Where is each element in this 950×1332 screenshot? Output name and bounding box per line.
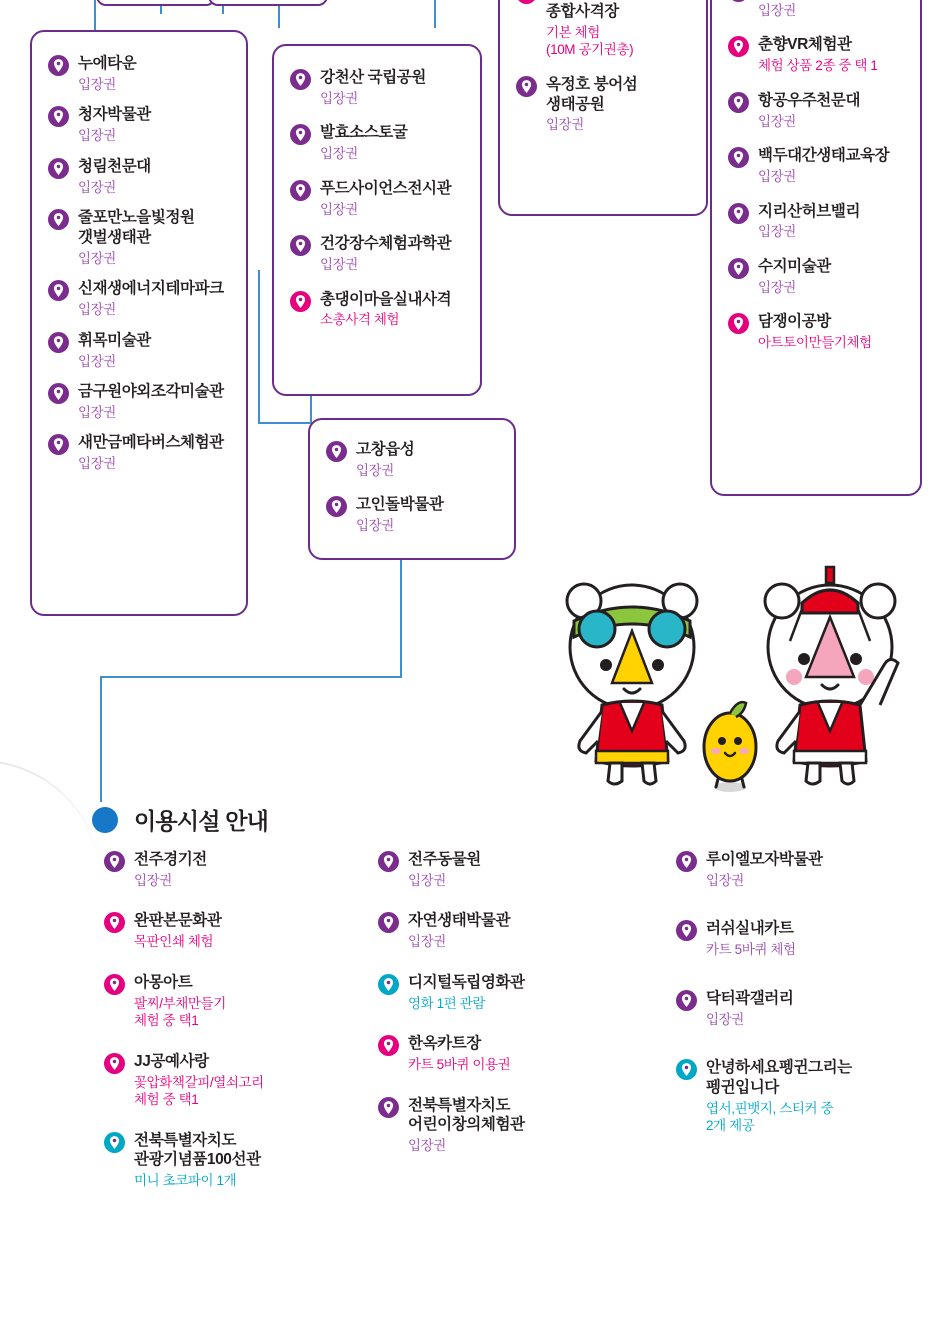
facility-name: 금구원야외조각미술관 xyxy=(78,383,224,401)
connector-line-mid-left xyxy=(258,422,312,424)
map-pin-icon xyxy=(728,147,749,168)
facility-item xyxy=(676,850,934,889)
map-pin-icon xyxy=(48,55,69,76)
section-bullet-icon xyxy=(92,807,118,833)
connector-line-mid-left-up xyxy=(258,270,260,424)
facility-list-right xyxy=(728,0,910,352)
facility-desc: 체험 상품 2종 중 택 1 xyxy=(758,58,878,74)
facility-desc: 입장권 xyxy=(356,462,394,478)
facility-name: 옥정호 붕어섬 생태공원 xyxy=(546,75,638,113)
facility-name: 디지털독립영화관 xyxy=(408,973,525,991)
facility-name: 전북특별자치도 어린이창의체험관 xyxy=(408,1096,525,1134)
map-pin-icon xyxy=(48,434,69,455)
facility-item xyxy=(104,1052,354,1109)
map-pin-icon xyxy=(728,0,749,2)
facility-item xyxy=(728,257,910,296)
facility-desc: 입장권 xyxy=(78,353,116,369)
facility-item xyxy=(290,68,468,107)
facility-item xyxy=(104,1131,354,1190)
facility-item xyxy=(326,440,502,479)
facility-name: 전북특별자치도 관광기념품100선관 xyxy=(134,1131,261,1169)
facility-item xyxy=(104,850,354,889)
facility-desc: 입장권 xyxy=(758,279,796,295)
facility-item xyxy=(516,0,694,59)
map-pin-icon xyxy=(290,291,311,312)
map-pin-icon xyxy=(104,1132,125,1153)
facility-desc: 입장권 xyxy=(78,250,116,266)
map-pin-icon xyxy=(48,383,69,404)
facility-box-center-top xyxy=(498,0,708,216)
facility-desc: 입장권 xyxy=(758,2,796,18)
facility-desc: 입장권 xyxy=(758,113,796,129)
facility-desc: 입장권 xyxy=(320,201,358,217)
map-pin-icon xyxy=(676,851,697,872)
facility-item xyxy=(48,157,232,196)
facility-name: 담쟁이공방 xyxy=(758,313,831,331)
facility-desc: 입장권 xyxy=(408,934,446,950)
facility-name: 아몽아트 xyxy=(134,973,193,991)
facility-desc: 미니 초코파이 1개 xyxy=(134,1173,237,1189)
connector-line-mid-vert xyxy=(310,396,312,424)
facility-desc: 입장권 xyxy=(78,404,116,420)
facility-desc: 카트 5바퀴 이용권 xyxy=(408,1056,511,1072)
facility-desc: 입장권 xyxy=(408,872,446,888)
facility-item xyxy=(728,35,910,74)
facility-desc: 입장권 xyxy=(320,256,358,272)
facility-item xyxy=(48,331,232,370)
map-pin-icon xyxy=(676,1059,697,1080)
map-pin-icon xyxy=(290,69,311,90)
map-pin-icon xyxy=(378,851,399,872)
decorative-curve xyxy=(0,760,100,1020)
facility-item xyxy=(728,0,910,19)
facility-desc: 입장권 xyxy=(78,76,116,92)
connector-stub-box-1 xyxy=(96,0,216,6)
map-pin-icon xyxy=(378,1035,399,1056)
facility-name: 새만금메타버스체험관 xyxy=(78,434,224,452)
facility-desc: 입장권 xyxy=(320,146,358,162)
connector-line-bottom-down xyxy=(100,676,102,802)
facility-desc: 입장권 xyxy=(320,90,358,106)
facility-item xyxy=(48,382,232,421)
facility-name: JJ공예사랑 xyxy=(134,1052,209,1070)
section-header xyxy=(92,803,268,836)
facility-name: 러쉬실내카트 xyxy=(706,920,794,938)
facility-name: 지리산허브밸리 xyxy=(758,202,861,220)
map-pin-icon xyxy=(290,235,311,256)
facility-list-middle xyxy=(290,68,468,329)
facility-desc: 입장권 xyxy=(546,117,584,133)
facility-name: 총댕이마을실내사격 xyxy=(320,290,452,308)
facility-item xyxy=(516,75,694,134)
map-pin-icon xyxy=(48,158,69,179)
facility-item xyxy=(378,973,628,1012)
facility-desc: 입장권 xyxy=(134,872,172,888)
map-pin-icon xyxy=(378,974,399,995)
facility-item xyxy=(48,54,232,93)
facility-desc: 입장권 xyxy=(78,179,116,195)
facility-desc: 팔찌/부채만들기 체험 중 택1 xyxy=(134,995,226,1029)
facility-desc: 입장권 xyxy=(78,128,116,144)
facility-list-col3 xyxy=(676,850,934,1165)
map-pin-icon xyxy=(326,496,347,517)
facility-name: 청자박물관 xyxy=(78,106,151,124)
facility-item xyxy=(676,989,934,1028)
facility-desc: 입장권 xyxy=(706,1011,744,1027)
facility-box-middle xyxy=(272,44,482,396)
facility-item xyxy=(378,850,628,889)
facility-item xyxy=(48,279,232,318)
facility-item xyxy=(290,290,468,329)
facility-name: 자연생태박물관 xyxy=(408,912,511,930)
facility-name: 전주동물원 xyxy=(408,851,481,868)
facility-desc: 아트토이만들기체험 xyxy=(758,335,872,351)
facility-item xyxy=(48,105,232,144)
facility-item xyxy=(290,179,468,218)
map-pin-icon xyxy=(728,203,749,224)
map-pin-icon xyxy=(48,209,69,230)
facility-item xyxy=(728,146,910,185)
facility-desc: 기본 체험 (10M 공기권총) xyxy=(546,24,634,58)
facility-name: 전주경기전 xyxy=(134,851,207,868)
map-pin-icon xyxy=(48,280,69,301)
facility-name: 한옥카트장 xyxy=(408,1035,481,1053)
facility-desc: 입장권 xyxy=(706,872,744,888)
facility-item xyxy=(728,202,910,241)
map-pin-icon xyxy=(728,36,749,57)
facility-item xyxy=(326,495,502,534)
map-pin-icon xyxy=(326,441,347,462)
facility-item xyxy=(728,91,910,130)
facility-item xyxy=(290,234,468,273)
map-pin-icon xyxy=(104,1053,125,1074)
facility-item xyxy=(676,1058,934,1135)
map-pin-icon xyxy=(48,332,69,353)
map-pin-icon xyxy=(676,920,697,941)
connector-line-top-1 xyxy=(94,0,96,30)
facility-name: 강천산 국립공원 xyxy=(320,69,426,86)
facility-item xyxy=(676,919,934,958)
facility-name: 누에타운 xyxy=(78,55,137,72)
map-pin-icon xyxy=(48,106,69,127)
facility-item xyxy=(290,123,468,162)
facility-desc: 엽서,핀뱃지, 스티커 중 2개 제공 xyxy=(706,1100,834,1134)
facility-name: 푸드사이언스전시관 xyxy=(320,179,452,197)
map-pin-icon xyxy=(104,851,125,872)
facility-name: 줄포만노을빛정원 갯벌생태관 xyxy=(78,209,195,246)
facility-item xyxy=(48,208,232,267)
facility-item xyxy=(728,312,910,351)
facility-desc: 소총사격 체험 xyxy=(320,312,400,328)
facility-name: 루이엘모자박물관 xyxy=(706,851,823,868)
facility-list-middle-lower xyxy=(326,440,502,535)
facility-name: 항공우주천문대 xyxy=(758,91,861,109)
facility-item xyxy=(104,973,354,1030)
facility-name: 휘목미술관 xyxy=(78,331,151,349)
map-pin-icon xyxy=(378,1097,399,1118)
connector-line-top-5 xyxy=(434,0,436,28)
facility-desc: 꽃압화책갈피/열쇠고리 체험 중 택1 xyxy=(134,1074,264,1108)
facility-name: 춘향VR체험관 xyxy=(758,36,852,54)
facility-name: 발효소스토굴 xyxy=(320,124,408,142)
facility-box-left xyxy=(30,30,248,616)
facility-desc: 입장권 xyxy=(356,518,394,534)
map-pin-icon xyxy=(290,124,311,145)
facility-desc: 입장권 xyxy=(758,224,796,240)
facility-item xyxy=(378,1034,628,1073)
facility-desc: 목판인쇄 체험 xyxy=(134,934,214,950)
facility-name: 고창읍성 xyxy=(356,441,415,458)
facility-list-col1 xyxy=(104,850,354,1212)
facility-desc: 입장권 xyxy=(758,168,796,184)
facility-name: 안녕하세요펭귄그리는 펭귄입니다 xyxy=(706,1059,852,1096)
facility-box-middle-lower xyxy=(308,418,516,560)
facility-item xyxy=(378,1096,628,1155)
map-pin-icon xyxy=(676,990,697,1011)
facility-list-col2 xyxy=(378,850,628,1177)
facility-name: 청림천문대 xyxy=(78,157,151,175)
facility-box-right xyxy=(710,0,922,496)
facility-item xyxy=(378,911,628,950)
facility-name: 고인돌박물관 xyxy=(356,496,444,514)
facility-item xyxy=(48,433,232,472)
facility-name: 완판본문화관 xyxy=(134,912,222,930)
facility-name: 신재생에너지테마파크 xyxy=(78,280,224,298)
map-pin-icon xyxy=(290,180,311,201)
facility-list-center-top xyxy=(516,0,694,134)
map-pin-icon xyxy=(728,313,749,334)
facility-name: 수지미술관 xyxy=(758,257,831,275)
map-pin-icon xyxy=(378,912,399,933)
map-pin-icon xyxy=(728,92,749,113)
facility-name: 닥터곽갤러리 xyxy=(706,989,794,1007)
facility-item xyxy=(104,911,354,950)
connector-stub-box-2 xyxy=(208,0,328,6)
mascot-illustration xyxy=(540,555,920,805)
connector-line-bottom-horiz xyxy=(100,676,402,678)
facility-desc: 입장권 xyxy=(78,456,116,472)
map-pin-icon xyxy=(104,912,125,933)
facility-name: 백두대간생태교육장 xyxy=(758,147,890,165)
facility-list-left xyxy=(48,54,232,473)
facility-desc: 입장권 xyxy=(78,302,116,318)
connector-line-bottom-vert xyxy=(400,555,402,677)
facility-desc: 입장권 xyxy=(408,1138,446,1154)
map-pin-icon xyxy=(728,258,749,279)
facility-name: 건강장수체험과학관 xyxy=(320,235,452,253)
section-title: 이용시설 안내 xyxy=(134,808,269,834)
facility-desc: 카트 5바퀴 체험 xyxy=(706,942,796,958)
map-pin-icon xyxy=(104,974,125,995)
map-pin-icon xyxy=(516,0,537,4)
facility-desc: 영화 1편 관람 xyxy=(408,995,486,1011)
map-pin-icon xyxy=(516,76,537,97)
facility-name: 종합사격장 xyxy=(546,2,619,20)
